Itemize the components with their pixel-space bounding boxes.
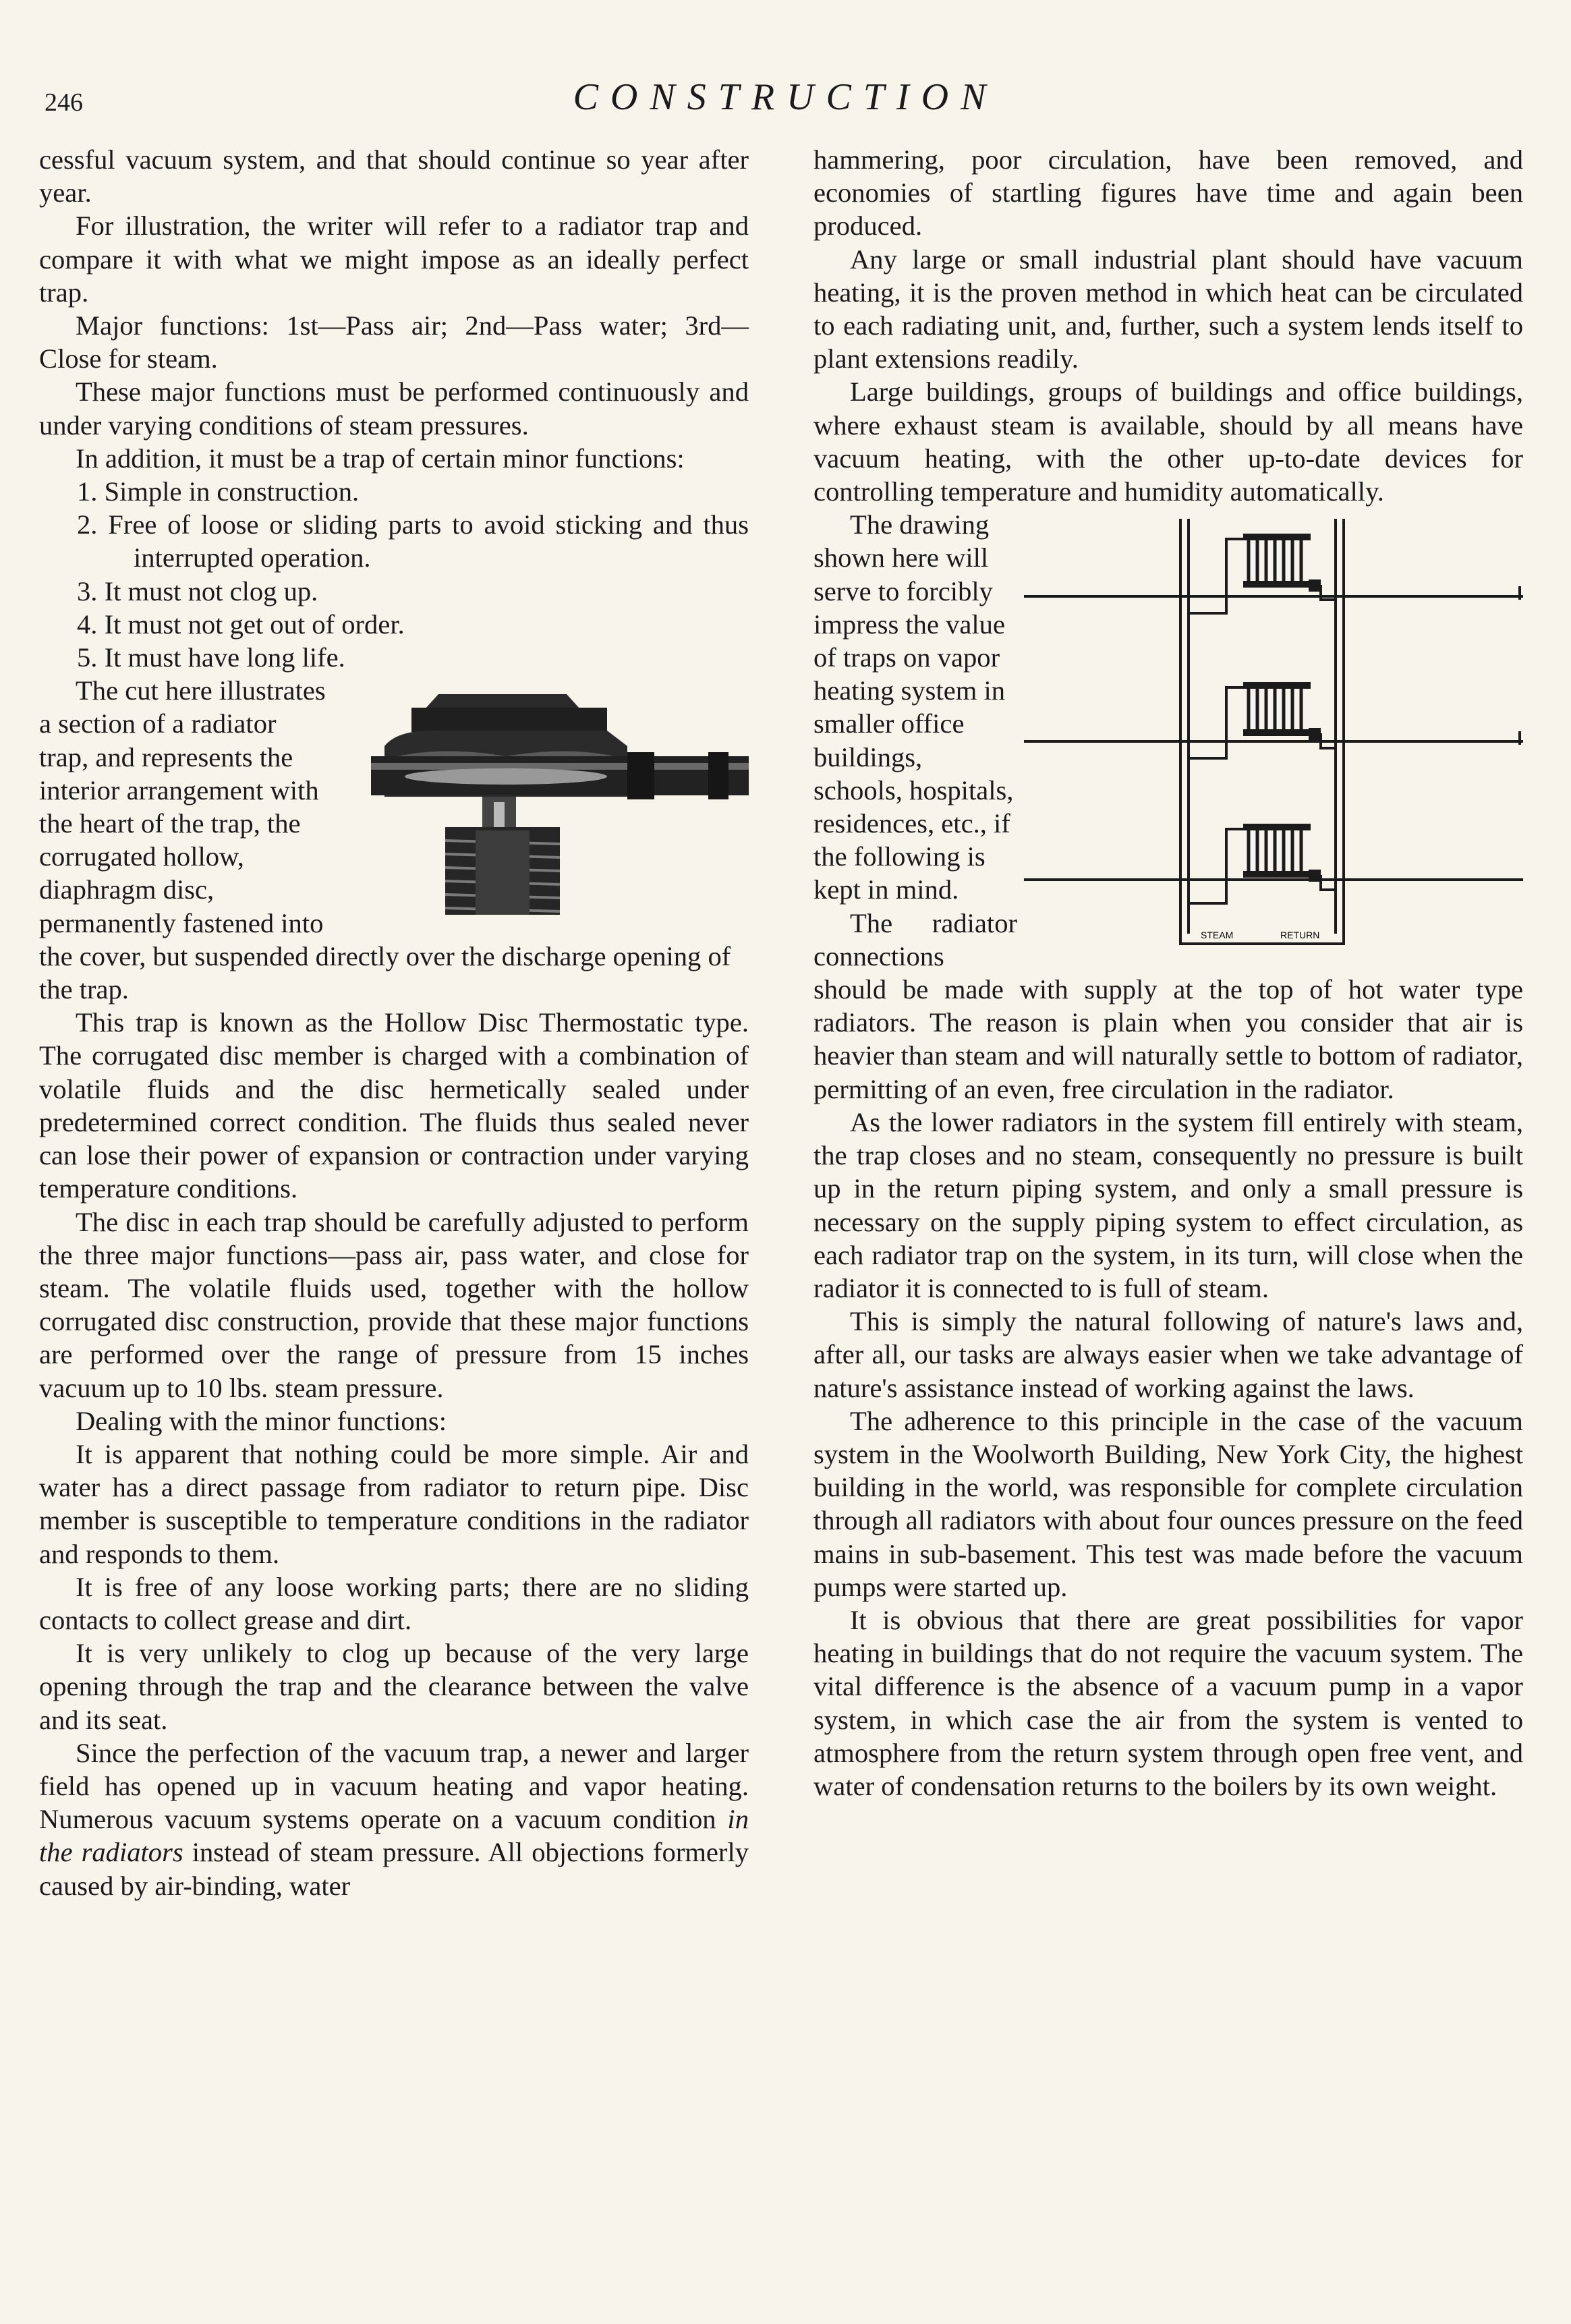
list-item: 1. Simple in construction. xyxy=(77,476,360,507)
radiator-trap-section-figure xyxy=(344,682,749,922)
list-item: 4. It must not get out of order. xyxy=(77,608,405,640)
page-header xyxy=(0,76,1571,136)
list-item: 2. Free of loose or sliding parts to avoid sticking and thus interrupted operation. xyxy=(77,509,749,573)
paragraph: For illustration, the writer will refer to a radiator trap and compare it with what we might impose as an ideally perfect trap. xyxy=(39,210,749,308)
text-run: Since the perfection of the vacuum trap, a newer and larger field has opened up in vacuum heating and vapor heating. Numerous vacuum systems operate on a vacuum condition xyxy=(39,1737,749,1835)
paragraph: In addition, it must be a trap of certain minor functions: xyxy=(76,443,685,474)
paragraph-continuation: the heart of the trap, the corrugated hollow, diaphragm disc, permanently fastened into the cover, but suspended directly over the discharge opening of the trap. xyxy=(39,808,731,1005)
paragraph: Major functions: 1st—Pass air; 2nd—Pass water; 3rd—Close for steam. xyxy=(39,310,749,374)
paragraph: The adherence to this principle in the case of the vacuum system in the Woolworth Building, New York City, the highest building in the world, was responsible for complete circulation through all radiators with about four ounces pressure on the feed mains in sub-basement. This test was made before the vacuum pumps were started up. xyxy=(813,1405,1523,1602)
figure-wrap-text: The cut here illustrates a section of a radiator trap, and represents the interior arrangement with xyxy=(39,675,326,805)
text-run: instead of steam pressure. All objections formerly caused by air-binding, water xyxy=(39,1837,749,1901)
paragraph: It is obvious that there are great possibilities for vapor heating in buildings that do not require the vacuum system. The vital difference is the absence of a vacuum pump in a vapor system, in which case the air from the system is vented to atmosphere from the return system through open free vent, and water of condensation returns to the boilers by its own weight. xyxy=(813,1604,1523,1801)
paragraph-continuation: schools, hospitals, residences, etc., if the following is kept in mind. xyxy=(813,774,1014,905)
paragraph: It is very unlikely to clog up because of the very large opening through the trap and the clearance between the valve and its seat. xyxy=(39,1638,749,1735)
paragraph: As the lower radiators in the system fill entirely with steam, the trap closes and no steam, consequently no pressure is built up in the return piping system, and only a small pressure is necessary on the supply piping system to effect circulation, as each radiator trap on the system, in its turn, will close when the radiator it is connected to is full of steam. xyxy=(813,1106,1523,1303)
paragraph: This is simply the natural following of nature's laws and, after all, our tasks are always easier when we take advantage of nature's assistance instead of working against the laws. xyxy=(813,1306,1523,1403)
paragraph: hammering, poor circulation, have been removed, and economies of startling figures have time and again been produced. xyxy=(813,144,1523,242)
vapor-heating-system-diagram xyxy=(1024,512,1523,951)
paragraph: The radiator connections should be made with supply at the top of hot water type radiators. The reason is plain when you consider that air is heavier than steam and will naturally settle to bottom of radiator, permitting of an even, free circulation in the radiator. xyxy=(813,907,1523,1104)
paragraph: Any large or small industrial plant should have vacuum heating, it is the proven method in which heat can be circulated to each radiating unit, and, further, such a system lends itself to plant extensions readily. xyxy=(813,244,1523,374)
paragraph: These major functions must be performed continuously and under varying conditions of steam pressures. xyxy=(39,376,749,441)
paragraph: The disc in each trap should be carefully adjusted to perform the three major functions—pass air, pass water, and close for steam. The volatile fluids used, together with the hollow corrugated disc construction, provide that these major functions are performed over the range of pressure from 15 inches vacuum up to 10 lbs. steam pressure. xyxy=(39,1206,749,1403)
paragraph: This trap is known as the Hollow Disc Thermostatic type. The corrugated disc member is charged with a combination of volatile fluids and the disc hermetically sealed under predetermined correct condition. The fluids thus sealed never can lose their power of expansion or contraction under varying temperature conditions. xyxy=(39,1007,749,1204)
left-column xyxy=(39,143,749,1902)
paragraph xyxy=(39,1736,749,1902)
paragraph: Large buildings, groups of buildings and office buildings, where exhaust steam is available, should by all means have vacuum heating, with the other up-to-date devices for controlling temperature and humidity automatically. xyxy=(813,376,1523,507)
page-number: 246 xyxy=(45,88,83,117)
running-title: CONSTRUCTION xyxy=(573,76,998,118)
paragraph: It is apparent that nothing could be more simple. Air and water has a direct passage from radiator to return pipe. Disc member is susceptible to temperature conditions in the radiator and responds to them. xyxy=(39,1438,749,1569)
diagram-label-return: RETURN xyxy=(1280,930,1320,941)
right-column xyxy=(813,143,1523,1803)
list-item: 3. It must not clog up. xyxy=(77,575,318,606)
diagram-label-steam: STEAM xyxy=(1201,930,1234,941)
figure-wrap-text: The drawing shown here will serve to forcibly impress the value of traps on vapor heating system in smaller office buildings, xyxy=(813,509,1006,772)
paragraph: Dealing with the minor functions: xyxy=(76,1405,447,1436)
emphasis: in the radiators xyxy=(39,1804,749,1868)
paragraph: cessful vacuum system, and that should continue so year after year. xyxy=(39,144,749,208)
list-item: 5. It must have long life. xyxy=(77,642,345,673)
paragraph: It is free of any loose working parts; there are no sliding contacts to collect grease and dirt. xyxy=(39,1571,749,1635)
